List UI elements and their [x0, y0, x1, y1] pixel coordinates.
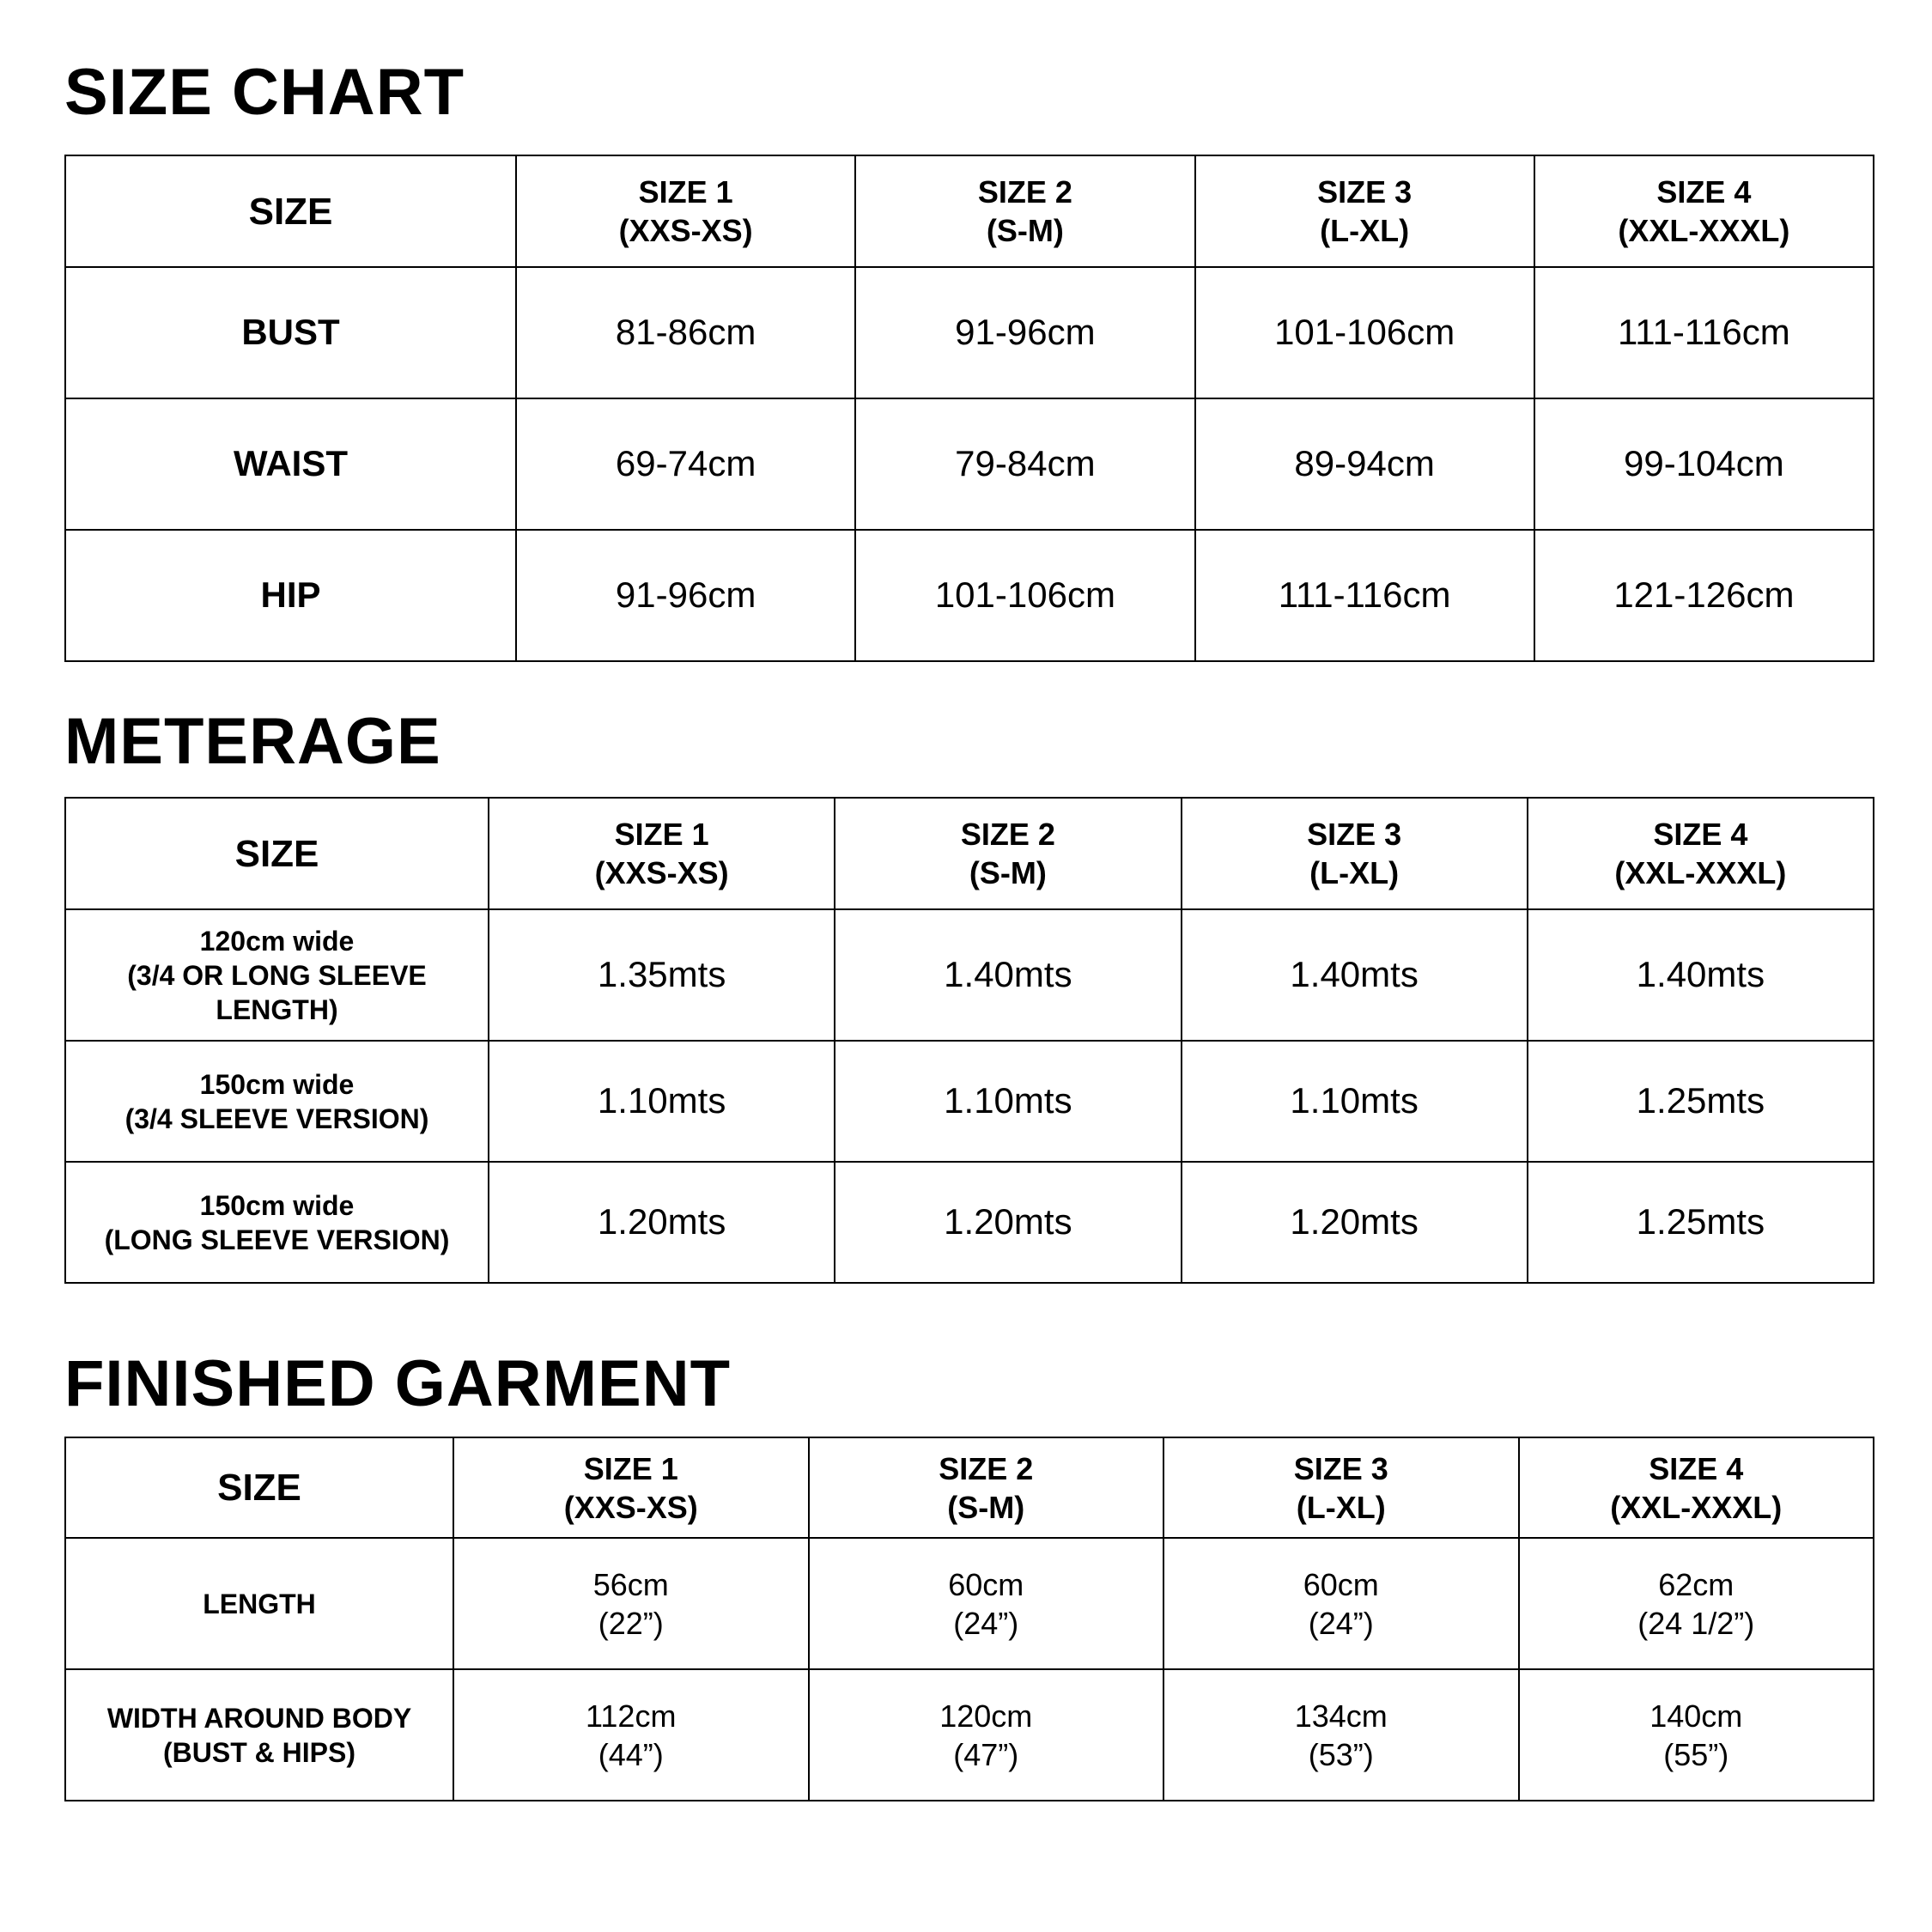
table-header-row — [65, 155, 1874, 267]
table-cell: 91-96cm — [855, 267, 1194, 398]
header-cell-size-4: SIZE 4 (XXL-XXXL) — [1528, 798, 1874, 909]
header-cell-size-3: SIZE 3 (L-XL) — [1195, 155, 1534, 267]
table-cell: 134cm (53”) — [1163, 1669, 1519, 1801]
finished-garment-title: FINISHED GARMENT — [64, 1347, 731, 1420]
table-row — [65, 1041, 1874, 1162]
meterage-title: METERAGE — [64, 705, 441, 778]
header-cell-size-1: SIZE 1 (XXS-XS) — [453, 1437, 809, 1538]
table-row — [65, 530, 1874, 661]
row-label: 150cm wide (LONG SLEEVE VERSION) — [65, 1162, 489, 1283]
table-row — [65, 398, 1874, 530]
header-cell-size-2: SIZE 2 (S-M) — [809, 1437, 1164, 1538]
table-cell: 89-94cm — [1195, 398, 1534, 530]
row-label: WAIST — [65, 398, 516, 530]
table-cell: 56cm (22”) — [453, 1538, 809, 1669]
size-chart-title: SIZE CHART — [64, 56, 465, 129]
table-cell: 60cm (24”) — [1163, 1538, 1519, 1669]
table-cell: 1.40mts — [1182, 909, 1528, 1041]
table-cell: 1.10mts — [489, 1041, 835, 1162]
header-cell-size: SIZE — [65, 155, 516, 267]
table-row — [65, 267, 1874, 398]
row-label: 120cm wide (3/4 OR LONG SLEEVE LENGTH) — [65, 909, 489, 1041]
table-cell: 111-116cm — [1534, 267, 1874, 398]
table-cell: 111-116cm — [1195, 530, 1534, 661]
size-chart-table — [64, 155, 1874, 662]
header-cell-size-2: SIZE 2 (S-M) — [855, 155, 1194, 267]
header-cell-size-2: SIZE 2 (S-M) — [835, 798, 1181, 909]
table-cell: 1.25mts — [1528, 1041, 1874, 1162]
row-label: LENGTH — [65, 1538, 453, 1669]
row-label: 150cm wide (3/4 SLEEVE VERSION) — [65, 1041, 489, 1162]
table-cell: 1.40mts — [835, 909, 1181, 1041]
header-cell-size: SIZE — [65, 1437, 453, 1538]
table-cell: 1.10mts — [835, 1041, 1181, 1162]
finished-garment-table — [64, 1437, 1874, 1801]
header-cell-size-4: SIZE 4 (XXL-XXXL) — [1519, 1437, 1874, 1538]
header-cell-size: SIZE — [65, 798, 489, 909]
table-cell: 101-106cm — [855, 530, 1194, 661]
header-cell-size-3: SIZE 3 (L-XL) — [1182, 798, 1528, 909]
table-cell: 91-96cm — [516, 530, 855, 661]
meterage-table — [64, 797, 1874, 1284]
row-label: WIDTH AROUND BODY (BUST & HIPS) — [65, 1669, 453, 1801]
table-cell: 1.35mts — [489, 909, 835, 1041]
table-cell: 60cm (24”) — [809, 1538, 1164, 1669]
table-cell: 1.20mts — [1182, 1162, 1528, 1283]
table-cell: 112cm (44”) — [453, 1669, 809, 1801]
table-cell: 79-84cm — [855, 398, 1194, 530]
table-cell: 69-74cm — [516, 398, 855, 530]
table-header-row — [65, 798, 1874, 909]
table-row — [65, 909, 1874, 1041]
table-cell: 1.40mts — [1528, 909, 1874, 1041]
table-row — [65, 1669, 1874, 1801]
table-cell: 1.20mts — [835, 1162, 1181, 1283]
table-cell: 1.10mts — [1182, 1041, 1528, 1162]
table-cell: 81-86cm — [516, 267, 855, 398]
table-header-row — [65, 1437, 1874, 1538]
table-cell: 1.20mts — [489, 1162, 835, 1283]
header-cell-size-1: SIZE 1 (XXS-XS) — [516, 155, 855, 267]
table-cell: 121-126cm — [1534, 530, 1874, 661]
row-label: HIP — [65, 530, 516, 661]
table-cell: 120cm (47”) — [809, 1669, 1164, 1801]
table-cell: 1.25mts — [1528, 1162, 1874, 1283]
table-row — [65, 1538, 1874, 1669]
table-cell: 99-104cm — [1534, 398, 1874, 530]
table-cell: 62cm (24 1/2”) — [1519, 1538, 1874, 1669]
header-cell-size-3: SIZE 3 (L-XL) — [1163, 1437, 1519, 1538]
table-cell: 140cm (55”) — [1519, 1669, 1874, 1801]
header-cell-size-4: SIZE 4 (XXL-XXXL) — [1534, 155, 1874, 267]
header-cell-size-1: SIZE 1 (XXS-XS) — [489, 798, 835, 909]
row-label: BUST — [65, 267, 516, 398]
table-cell: 101-106cm — [1195, 267, 1534, 398]
table-row — [65, 1162, 1874, 1283]
